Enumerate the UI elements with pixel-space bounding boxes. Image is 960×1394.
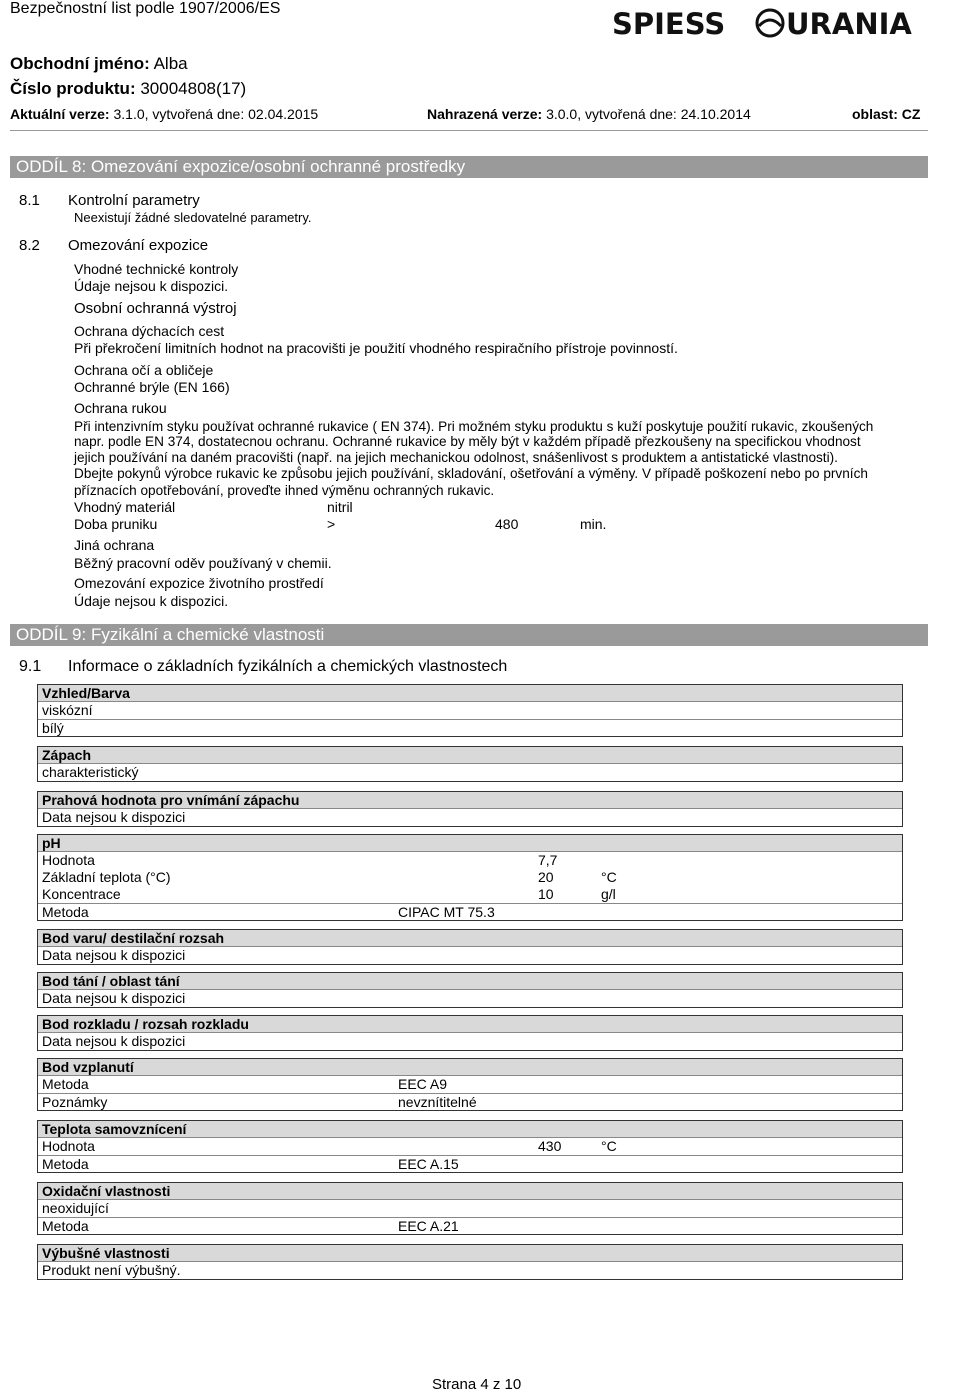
document-title: Bezpečnostní list podle 1907/2006/ES [10, 0, 281, 17]
product-number: Číslo produktu: 30004808(17) [10, 79, 247, 98]
autoignition-box [37, 1120, 903, 1173]
autoignition-value-label: Hodnota [42, 1138, 95, 1154]
breakthrough-op: > [327, 516, 336, 532]
tech-controls-title: Vhodné technické kontroly [74, 261, 239, 277]
explosive-box [37, 1244, 903, 1280]
odour-threshold-line-1: Data nejsou k dispozici [42, 809, 186, 825]
region: oblast: CZ [852, 106, 921, 122]
trade-name: Obchodní jméno: Alba [10, 54, 188, 73]
material-label: Vhodný materiál [74, 499, 176, 515]
autoignition-title: Teplota samovznícení [38, 1121, 902, 1138]
boiling-title: Bod varu/ destilační rozsah [38, 930, 902, 947]
section8-title: ODDÍL 8: Omezování expozice/osobní ochranné prostředky [10, 156, 928, 178]
appearance-title: Vzhled/Barva [38, 685, 902, 702]
hand-line-4: Dbejte pokynů výrobce rukavic ke způsobu jejich používání, skladování, ošetřování a výměny. V případě poškození nebo po prvních [74, 466, 868, 481]
s82-title: Omezování expozice [68, 237, 209, 254]
ph-title: pH [38, 835, 902, 852]
s82-number: 8.2 [19, 237, 40, 254]
hand-line-3: jejich používání na daném pracovišti (např. na jejich mechanickou odolnost, snášenlivost s produktem a antistatické vlastnosti). [74, 450, 838, 465]
flash-method-label: Metoda [42, 1076, 89, 1092]
flash-title: Bod vzplanutí [38, 1059, 902, 1076]
breakthrough-label: Doba pruniku [74, 516, 158, 532]
eye-text: Ochranné brýle (EN 166) [74, 379, 230, 395]
odour-title: Zápach [38, 747, 902, 764]
flash-note-row [38, 1093, 902, 1110]
other-protection-text: Běžný pracovní oděv používaný v chemii. [74, 555, 332, 571]
ph-value: 7,7 [538, 852, 558, 868]
flash-method-row [38, 1076, 902, 1093]
explosive-line-1: Produkt není výbušný. [42, 1262, 181, 1278]
env-exposure-title: Omezování expozice životního prostředí [74, 575, 324, 591]
env-exposure-text: Údaje nejsou k dispozici. [74, 593, 229, 609]
s81-text: Neexistují žádné sledovatelné parametry. [74, 210, 312, 225]
flash-note: nevznítitelné [398, 1094, 477, 1110]
odour-threshold-title: Prahová hodnota pro vnímání zápachu [38, 792, 902, 809]
current-version: Aktuální verze: 3.1.0, vytvořená dne: 02.04.2015 [10, 106, 319, 122]
autoignition-value-row [38, 1138, 902, 1155]
page-number: Strana 4 z 10 [432, 1376, 522, 1393]
other-protection-title: Jiná ochrana [74, 537, 155, 553]
ph-temp-unit: °C [601, 869, 617, 885]
svg-text:URANIA: URANIA [786, 7, 912, 40]
flash-note-label: Poznámky [42, 1094, 108, 1110]
ppe-title: Osobní ochranná výstroj [74, 300, 237, 317]
melting-line-1: Data nejsou k dispozici [42, 990, 186, 1006]
breakthrough-value: 480 [495, 516, 519, 532]
melting-title: Bod tání / oblast tání [38, 973, 902, 990]
autoignition-unit: °C [601, 1138, 617, 1154]
ph-temp-label: Základní teplota (°C) [42, 869, 171, 885]
hand-line-5: příznacích opotřebování, proveďte ihned výměnu ochranných rukavic. [74, 483, 495, 498]
appearance-box [37, 684, 903, 737]
svg-text:SPIESS: SPIESS [612, 7, 726, 40]
section9-title: ODDÍL 9: Fyzikální a chemické vlastnosti [10, 624, 928, 646]
header-divider [10, 130, 928, 131]
ph-method-row [38, 903, 902, 920]
autoignition-value: 430 [538, 1138, 562, 1154]
autoignition-method-row [38, 1155, 902, 1172]
flash-method: EEC A9 [398, 1076, 448, 1092]
boiling-line-1: Data nejsou k dispozici [42, 947, 186, 963]
odour-box [37, 746, 903, 782]
oxidizing-title: Oxidační vlastnosti [38, 1183, 902, 1200]
oxidizing-method-label: Metoda [42, 1218, 89, 1234]
logo-icon [612, 6, 924, 40]
autoignition-method-label: Metoda [42, 1156, 89, 1172]
decomposition-box [37, 1015, 903, 1051]
spiess-urania-logo [612, 6, 924, 40]
oxidizing-line-1: neoxidující [42, 1200, 109, 1216]
hand-line-2: napr. podle EN 374, dostatecnou ochranu. Ochranné rukavice by měly být v každém případě přezkoušeny na specifickou vhodnost [74, 434, 861, 449]
tech-controls-text: Údaje nejsou k dispozici. [74, 278, 229, 294]
decomposition-title: Bod rozkladu / rozsah rozkladu [38, 1016, 902, 1033]
respiratory-text: Při překročení limitních hodnot na pracovišti je použití vhodného respiračního přístroje povinností. [74, 340, 678, 356]
hand-title: Ochrana rukou [74, 400, 167, 416]
ph-conc-unit: g/l [601, 886, 616, 902]
boiling-box [37, 929, 903, 965]
ph-temp: 20 [538, 869, 554, 885]
odour-threshold-box [37, 791, 903, 827]
s91-title: Informace o základních fyzikálních a chemických vlastnostech [68, 658, 508, 675]
s81-number: 8.1 [19, 192, 40, 209]
explosive-title: Výbušné vlastnosti [38, 1245, 902, 1262]
ph-conc-row [38, 886, 902, 903]
ph-value-label: Hodnota [42, 852, 95, 868]
appearance-line-2: bílý [38, 719, 902, 736]
ph-temp-row [38, 869, 902, 886]
material-value: nitril [327, 499, 353, 515]
oxidizing-method-row [38, 1217, 902, 1234]
respiratory-title: Ochrana dýchacích cest [74, 323, 225, 339]
appearance-line-1: viskózní [42, 702, 93, 718]
ph-value-row [38, 852, 902, 869]
autoignition-method: EEC A.15 [398, 1156, 459, 1172]
eye-title: Ochrana očí a obličeje [74, 362, 214, 378]
decomposition-line-1: Data nejsou k dispozici [42, 1033, 186, 1049]
flash-box [37, 1058, 903, 1111]
hand-line-1: Při intenzivním styku používat ochranné rukavice ( EN 374). Pri možném styku produktu s kuží poskytuje použití rukavic, zkoušených [74, 419, 874, 434]
breakthrough-unit: min. [580, 516, 607, 532]
ph-method-label: Metoda [42, 904, 89, 920]
ph-box [37, 834, 903, 921]
replaced-version: Nahrazená verze: 3.0.0, vytvořená dne: 24.10.2014 [427, 106, 751, 122]
ph-conc-label: Koncentrace [42, 886, 121, 902]
ph-method: CIPAC MT 75.3 [398, 904, 495, 920]
ph-conc: 10 [538, 886, 554, 902]
oxidizing-box [37, 1182, 903, 1235]
s81-title: Kontrolní parametry [68, 192, 200, 209]
oxidizing-method: EEC A.21 [398, 1218, 459, 1234]
odour-line-1: charakteristický [42, 764, 139, 780]
melting-box [37, 972, 903, 1008]
s91-number: 9.1 [19, 658, 42, 675]
